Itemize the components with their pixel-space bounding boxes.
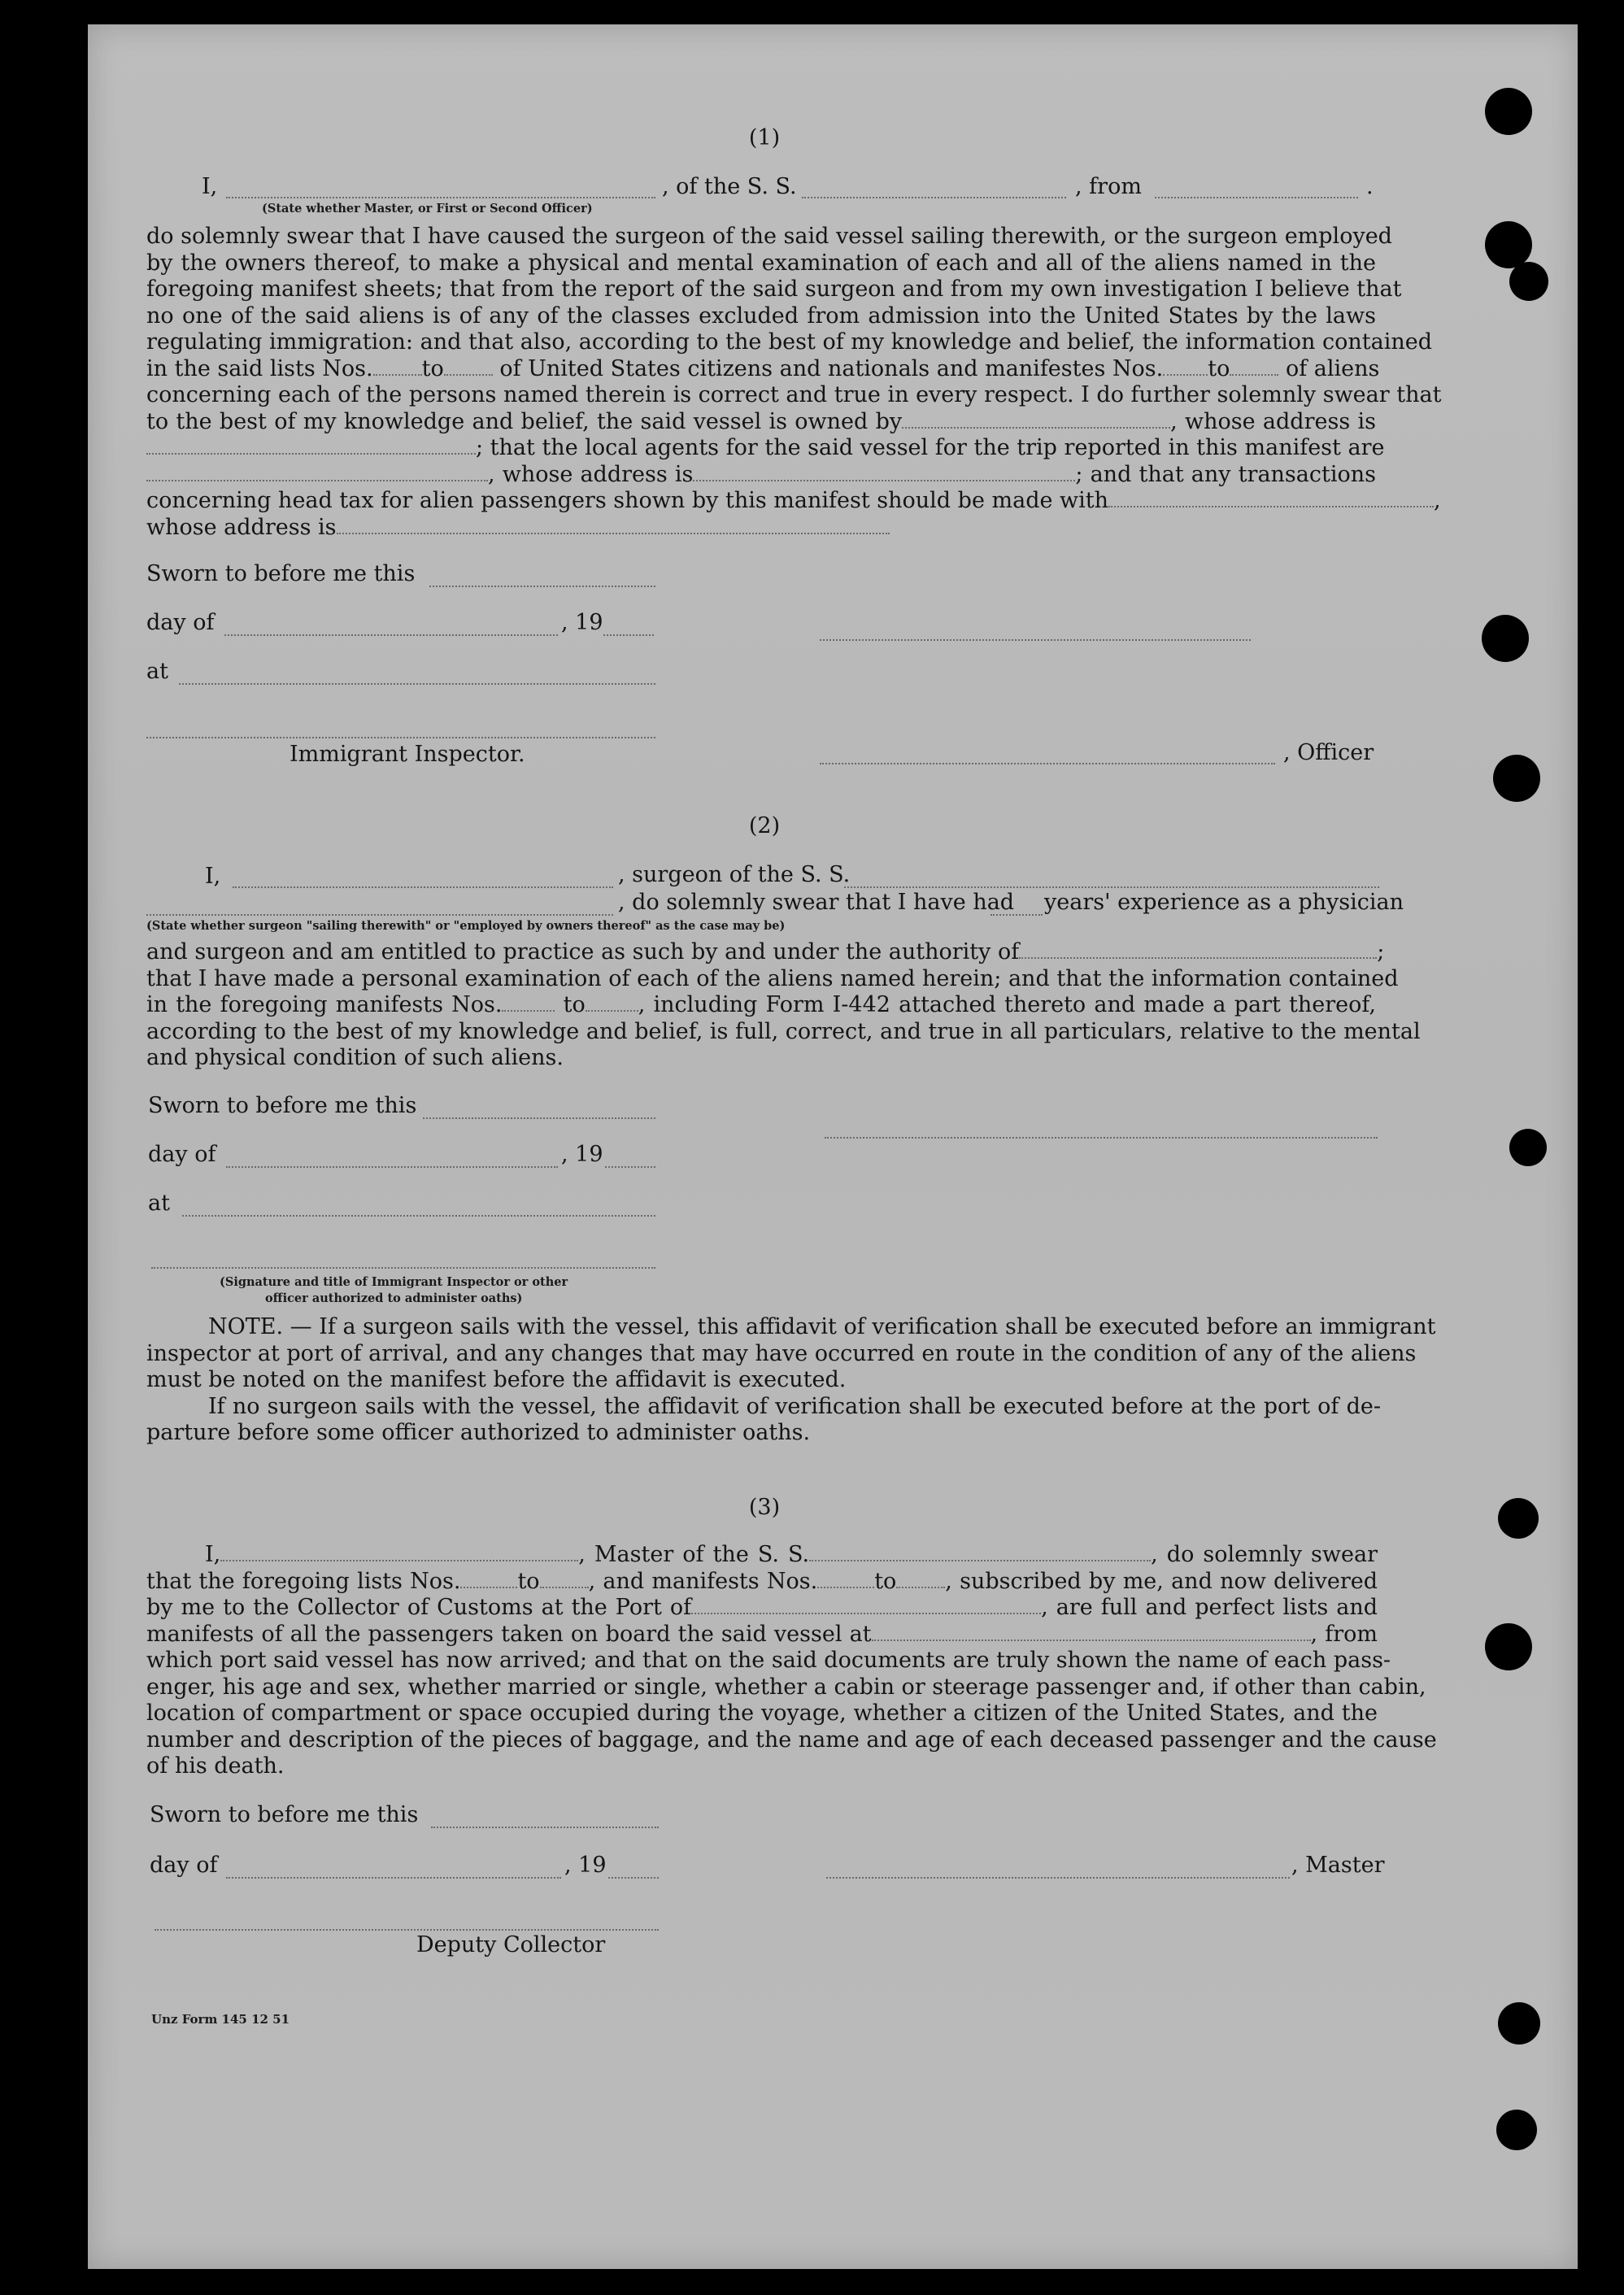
- punch-hole: [1485, 88, 1532, 135]
- text: , whose address is: [488, 461, 694, 487]
- inspector-signature-line[interactable]: [146, 735, 655, 738]
- officer-signature-line[interactable]: [820, 638, 1251, 641]
- agent-field[interactable]: [146, 465, 488, 481]
- text-line: [146, 992, 1376, 1019]
- manifest-no-field[interactable]: [896, 1572, 945, 1588]
- officer-label: , Officer: [1283, 740, 1374, 765]
- officer-rank-field[interactable]: [226, 195, 655, 198]
- text-line: [146, 939, 1385, 966]
- punch-hole: [1485, 1623, 1532, 1670]
- authority-field[interactable]: [1019, 943, 1377, 959]
- text-line: [146, 515, 1376, 542]
- text: that the foregoing lists Nos.: [146, 1568, 461, 1594]
- text: in the foregoing manifests Nos.: [146, 992, 503, 1017]
- at-label: at: [148, 1191, 170, 1216]
- text-line: [146, 435, 1385, 462]
- text-line: enger, his age and sex, whether married or single, whether a cabin or steerage passenger and, if other than cabin,: [146, 1674, 1426, 1700]
- port-from-field[interactable]: [1155, 195, 1358, 198]
- experience-label: years' experience as a physician: [1044, 890, 1404, 915]
- text-line: parture before some officer authorized to administer oaths.: [146, 1420, 811, 1445]
- text-line: [146, 409, 1376, 436]
- ship-name-field[interactable]: [802, 195, 1066, 198]
- day-of-label: day of: [148, 1142, 216, 1167]
- text-line: by the owners thereof, to make a physical and mental examination of each and all of the aliens named in the: [146, 250, 1376, 276]
- month-field[interactable]: [224, 633, 558, 636]
- deputy-signature-line[interactable]: [155, 1927, 659, 1931]
- text: to: [421, 355, 444, 381]
- boarding-port-field[interactable]: [872, 1625, 1311, 1641]
- text: , Master of the S. S.: [578, 1542, 810, 1567]
- text-line: [146, 462, 1376, 489]
- punch-hole: [1498, 2002, 1540, 2045]
- sworn-date-field[interactable]: [423, 1116, 655, 1119]
- port-field[interactable]: [691, 1598, 1041, 1614]
- text: concerning head tax for alien passengers shown by this manifest should be made with: [146, 488, 1109, 513]
- sec3-paragraph: [146, 1542, 1437, 1780]
- text: of United States citizens and nationals and manifestes Nos.: [499, 355, 1164, 381]
- master-label: , Master: [1291, 1853, 1385, 1878]
- month-field[interactable]: [226, 1875, 561, 1879]
- text-line: inspector at port of arrival, and any changes that may have occurred en route in the condition of any of the aliens: [146, 1340, 1417, 1366]
- manifest-no-field[interactable]: [817, 1572, 874, 1588]
- text: to: [517, 1568, 540, 1594]
- text: to: [874, 1568, 897, 1594]
- surgeon-of-ship-label: , surgeon of the S. S.: [618, 862, 851, 887]
- punch-hole: [1509, 262, 1548, 301]
- years-experience-field[interactable]: [991, 912, 1043, 916]
- immigrant-inspector-label: Immigrant Inspector.: [290, 742, 525, 767]
- text-line: location of compartment or space occupied during the voyage, whether a citizen of the United States, and the: [146, 1701, 1378, 1726]
- punch-hole: [1498, 1498, 1539, 1539]
- sworn-label: Sworn to before me this: [150, 1802, 419, 1827]
- text: ; and that any transactions: [1075, 461, 1376, 487]
- punch-hole: [1482, 615, 1529, 662]
- text-line: that I have made a personal examination of each of the aliens named herein; and that the information contained: [146, 965, 1399, 991]
- place-field[interactable]: [182, 1213, 655, 1217]
- section-number-1: (1): [748, 125, 781, 150]
- year-label: , 19: [561, 1142, 603, 1167]
- text: , and manifests Nos.: [588, 1568, 818, 1594]
- text-line: NOTE. — If a surgeon sails with the vessel, this affidavit of verification shall be executed before an immigrant: [208, 1314, 1436, 1339]
- text-line: [146, 1622, 1378, 1648]
- text: to the best of my knowledge and belief, the said vessel is owned by: [146, 408, 903, 434]
- text-line: of his death.: [146, 1753, 285, 1779]
- month-field[interactable]: [226, 1165, 558, 1168]
- text: to: [563, 992, 586, 1017]
- text-line: concerning each of the persons named therein is correct and true in every respect. I do further solemnly swear that: [146, 382, 1442, 407]
- text: by me to the Collector of Customs at the Port of: [146, 1595, 692, 1620]
- sec1-paragraph: [146, 224, 1442, 541]
- master-name-field[interactable]: [220, 1545, 578, 1561]
- place-field[interactable]: [179, 682, 655, 685]
- day-of-label: day of: [146, 610, 215, 635]
- sworn-label: Sworn to before me this: [148, 1093, 417, 1118]
- surgeon-ship-field[interactable]: [844, 885, 1379, 888]
- text: , subscribed by me, and now delivered: [945, 1568, 1378, 1594]
- text: I,: [205, 1542, 221, 1567]
- officer-name-line[interactable]: [820, 761, 1275, 764]
- text-line: and physical condition of such aliens.: [146, 1045, 564, 1070]
- form-number: Unz Form 145 12 51: [151, 2012, 290, 2027]
- section-number-2: (2): [748, 813, 781, 838]
- manifest-no-field[interactable]: [586, 995, 638, 1012]
- section-number-3: (3): [748, 1495, 781, 1520]
- sec2-i-label: I,: [205, 864, 221, 889]
- text-line: [146, 488, 1441, 515]
- text-line: no one of the said aliens is of any of the classes excluded from admission into the United States by the laws: [146, 303, 1376, 329]
- year-field[interactable]: [603, 633, 654, 636]
- list-no-field[interactable]: [373, 359, 422, 376]
- at-label: at: [146, 659, 168, 684]
- list-no-field[interactable]: [444, 359, 493, 376]
- sec1-period: .: [1366, 174, 1374, 199]
- text-line: do solemnly swear that I have caused the surgeon of the said vessel sailing therewith, or the surgeon employed: [146, 224, 1392, 249]
- sworn-date-field[interactable]: [429, 584, 655, 587]
- text-line: [146, 355, 1380, 383]
- sec2-paragraph: [146, 939, 1421, 1072]
- text: in the said lists Nos.: [146, 355, 373, 381]
- text-line: [146, 1569, 1378, 1596]
- list-no-field[interactable]: [460, 1572, 517, 1588]
- list-no-field[interactable]: [540, 1572, 589, 1588]
- owner-address-field[interactable]: [146, 438, 476, 455]
- head-tax-contact-field[interactable]: [1108, 491, 1434, 507]
- surgeon-type-field[interactable]: [146, 912, 613, 916]
- year-label: , 19: [561, 610, 603, 635]
- text: manifests of all the passengers taken on board the said vessel at: [146, 1621, 872, 1647]
- text-line: [146, 1595, 1378, 1622]
- text: ;: [1377, 939, 1385, 965]
- text: , whose address is: [1170, 408, 1376, 434]
- surgeon-signature-line[interactable]: [825, 1135, 1378, 1139]
- text-line: [146, 1542, 1378, 1569]
- surgeon-type-hint: (State whether surgeon "sailing therewith" or "employed by owners thereof" as the case may be): [146, 919, 786, 933]
- manifest-no-field[interactable]: [1230, 359, 1278, 376]
- manifest-no-field[interactable]: [502, 995, 555, 1012]
- text: to: [1208, 355, 1230, 381]
- deputy-collector-label: Deputy Collector: [416, 1932, 606, 1958]
- year-field[interactable]: [608, 1875, 659, 1879]
- master-signature-line[interactable]: [826, 1875, 1290, 1879]
- text-line: foregoing manifest sheets; that from the report of the said surgeon and from my own investigation I believe that: [146, 277, 1402, 302]
- text-line: which port said vessel has now arrived; and that on the said documents are truly shown the name of each pass-: [146, 1648, 1391, 1673]
- text: of aliens: [1285, 355, 1380, 381]
- text-line: regulating immigration: and that also, according to the best of my knowledge and belief, the information contained: [146, 329, 1433, 355]
- text-line: number and description of the pieces of baggage, and the name and age of each deceased passenger and the cause: [146, 1727, 1437, 1753]
- owner-field[interactable]: [902, 412, 1170, 429]
- text: ; that the local agents for the said vessel for the trip reported in this manifest are: [476, 435, 1385, 460]
- punch-hole: [1509, 1129, 1547, 1166]
- text-line: according to the best of my knowledge and belief, is full, correct, and true in all particulars, relative to the mental: [146, 1018, 1421, 1044]
- sec1-from-label: , from: [1075, 174, 1142, 199]
- note-paragraph: [146, 1314, 1436, 1447]
- manifest-no-field[interactable]: [1163, 359, 1208, 376]
- text: and surgeon and am entitled to practice as such by and under the authority of: [146, 939, 1020, 965]
- officer-rank-hint: (State whether Master, or First or Second Officer): [262, 202, 593, 216]
- text-line: If no surgeon sails with the vessel, the affidavit of verification shall be executed before at the port of de-: [208, 1393, 1381, 1419]
- surgeon-name-field[interactable]: [233, 885, 613, 888]
- text-line: must be noted on the manifest before the affidavit is executed.: [146, 1367, 847, 1392]
- punch-hole: [1496, 2110, 1537, 2150]
- text: , including Form I-442 attached thereto and made a part thereof,: [638, 992, 1376, 1017]
- sec1-i-label: I,: [202, 174, 218, 199]
- year-field[interactable]: [605, 1165, 655, 1168]
- sworn-date-field[interactable]: [431, 1825, 659, 1828]
- signature-caption: (Signature and title of Immigrant Inspector or other: [220, 1275, 568, 1289]
- sworn-label: Sworn to before me this: [146, 561, 416, 586]
- text: , do solemnly swear: [1151, 1542, 1378, 1567]
- text: ,: [1434, 488, 1441, 513]
- agent-address-field[interactable]: [693, 465, 1075, 481]
- text: , are full and perfect lists and: [1041, 1595, 1378, 1620]
- text: whose address is: [146, 514, 337, 540]
- head-tax-address-field[interactable]: [337, 518, 890, 534]
- inspector-signature-line[interactable]: [151, 1265, 655, 1269]
- year-label: , 19: [564, 1853, 607, 1878]
- text: , from: [1310, 1621, 1378, 1647]
- solemnly-swear-label: , do solemnly swear that I have had: [618, 890, 1015, 915]
- sec1-ship-label: , of the S. S.: [662, 174, 797, 199]
- punch-hole: [1493, 755, 1540, 802]
- day-of-label: day of: [150, 1853, 218, 1878]
- ship-name-field[interactable]: [809, 1545, 1151, 1561]
- signature-caption: officer authorized to administer oaths): [265, 1291, 523, 1305]
